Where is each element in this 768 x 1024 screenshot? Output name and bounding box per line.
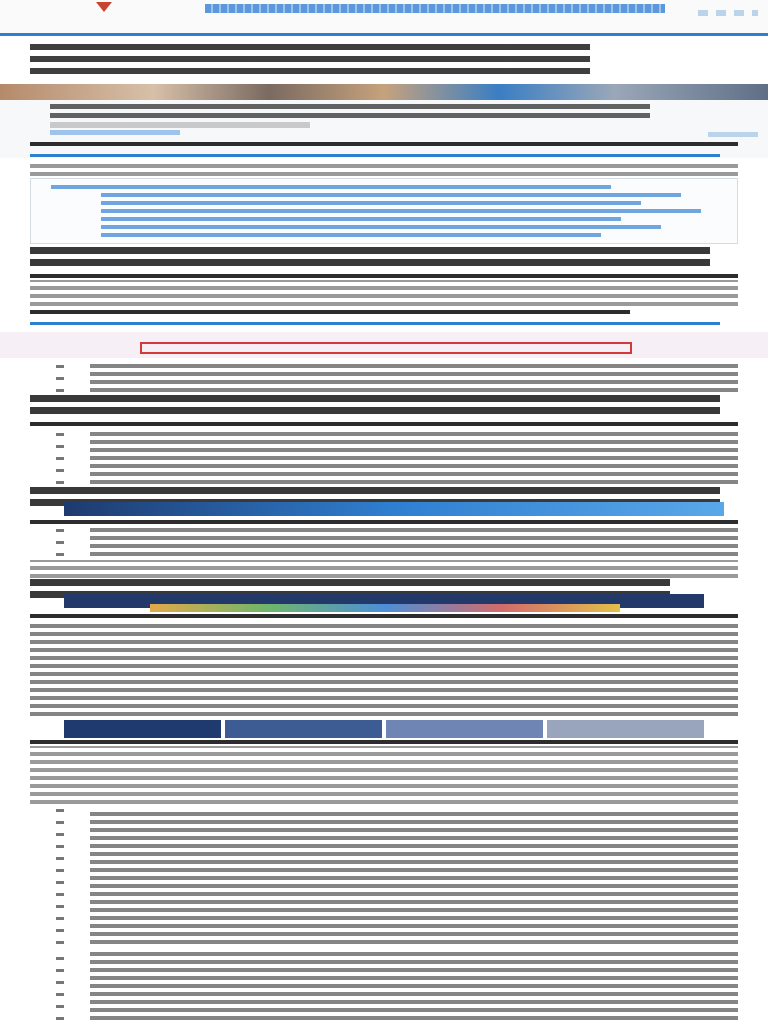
toc-link[interactable] — [101, 209, 701, 213]
banner-tile[interactable] — [225, 720, 382, 738]
promo-image — [150, 604, 620, 612]
list-item — [90, 428, 738, 484]
header-tools[interactable] — [698, 10, 758, 16]
list-item — [90, 808, 738, 944]
section-body — [30, 560, 738, 578]
toc-link[interactable] — [101, 217, 621, 221]
section-divider — [30, 614, 738, 618]
article-subtitle — [50, 104, 650, 118]
page-title — [30, 40, 590, 74]
section-body — [30, 280, 738, 306]
site-header — [0, 0, 768, 36]
section-body — [30, 746, 738, 804]
banner-tile[interactable] — [64, 720, 221, 738]
list-bullets — [56, 526, 64, 556]
list-bullets — [56, 428, 64, 484]
section-divider — [30, 142, 738, 146]
section-divider — [30, 422, 738, 426]
list-bullets — [56, 808, 64, 944]
toc-link[interactable] — [51, 185, 611, 189]
notice-box — [140, 342, 632, 354]
section-divider — [30, 520, 738, 524]
list-item — [90, 362, 738, 392]
list-item — [90, 526, 738, 556]
tile-row — [64, 720, 704, 738]
site-label — [30, 10, 90, 16]
toc-link[interactable] — [101, 225, 661, 229]
section-title — [30, 394, 720, 414]
author-link[interactable] — [50, 130, 180, 135]
list-bullets — [56, 362, 64, 392]
hero-image — [0, 84, 768, 100]
list-item — [90, 950, 738, 1020]
header-banner-link[interactable] — [205, 4, 665, 13]
section-divider — [30, 310, 630, 314]
logo-icon[interactable] — [96, 2, 112, 12]
accent-divider — [30, 322, 720, 325]
banner-tile[interactable] — [547, 720, 704, 738]
list-bullets — [56, 950, 64, 1020]
toc-link[interactable] — [101, 233, 601, 237]
section-divider — [30, 740, 738, 744]
section-divider — [30, 274, 738, 278]
toc-link[interactable] — [101, 193, 681, 197]
intro-text — [30, 160, 738, 176]
section-body — [30, 620, 738, 716]
accent-divider — [30, 154, 720, 157]
table-of-contents — [30, 178, 738, 244]
article-meta — [50, 122, 310, 128]
side-tag[interactable] — [708, 132, 758, 137]
promo-banner[interactable] — [64, 502, 724, 516]
banner-tile[interactable] — [386, 720, 543, 738]
toc-link[interactable] — [101, 201, 641, 205]
section-title — [30, 246, 710, 266]
